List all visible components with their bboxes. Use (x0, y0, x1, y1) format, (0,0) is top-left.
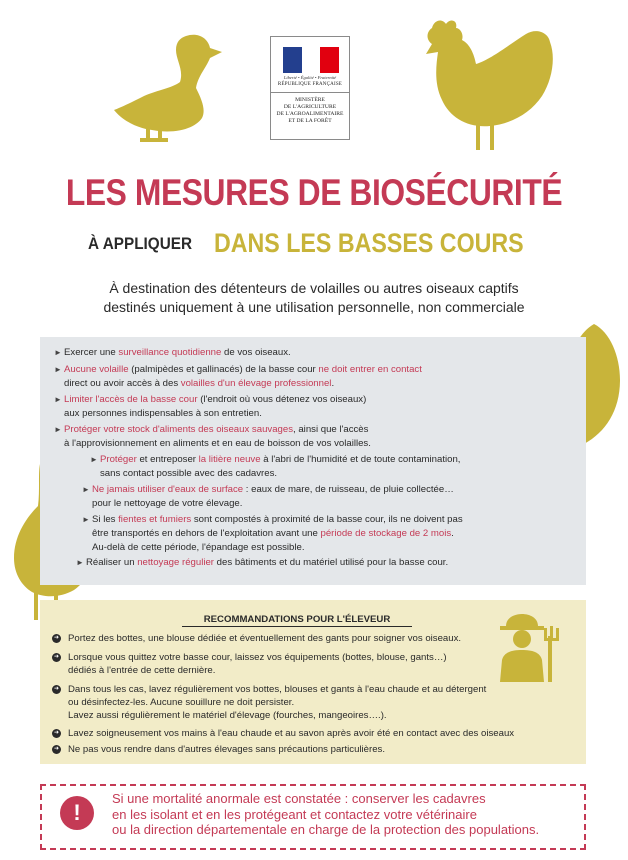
ministry-name: MINISTÈRE DE L'AGRICULTURE DE L'AGROALIMENTAIRE ET DE LA FORÊT (276, 97, 344, 124)
ministry-logo (270, 36, 350, 140)
recommendations-title: RECOMMANDATIONS POUR L'ÉLEVEUR (182, 614, 412, 627)
arrow-circle-icon: ➜ (53, 686, 60, 692)
page-title: LES MESURES DE BIOSÉCURITÉ (65, 172, 563, 213)
list-item: ► Protéger et entreposer la litière neuve à l'abri de l'humidité et de toute contamination, sans contact possible avec des cadavres. (90, 454, 461, 479)
list-item: ► Si les fientes et fumiers sont compostés à proximité de la basse cour, ils ne doivent pas être transportés en dehors de l'exploitation avant une période de stockage de 2 mois. Au-delà de cette période, l'épandage est possible. (82, 514, 463, 553)
bullet-arrow-icon: ► (76, 558, 84, 567)
bullet-arrow-icon: ► (54, 365, 62, 374)
list-item: ► Exercer une surveillance quotidienne de vos oiseaux. (54, 347, 291, 358)
subtitle-prefix: À APPLIQUER (88, 233, 192, 253)
french-flag-icon (283, 47, 339, 73)
bullet-arrow-icon: ► (82, 485, 90, 494)
recommendation-item: ➜ Lavez soigneusement vos mains à l'eau chaude et au savon après avoir été en contact avec des oiseaux (53, 728, 515, 739)
intro-text: À destination des détenteurs de volailles ou autres oiseaux captifs destinés uniquement à une utilisation personnelle, non commerciale (103, 280, 525, 315)
list-item: ► Ne jamais utiliser d'eaux de surface : eaux de mare, de ruisseau, de pluie collectée… pour le nettoyage de votre élevage. (82, 484, 454, 509)
list-item: ► Limiter l'accès de la basse cour (l'endroit où vous détenez vos oiseaux) aux personnes indispensables à son entretien. (54, 394, 367, 419)
subtitle-main: DANS LES BASSES COURS (213, 228, 524, 258)
arrow-circle-icon: ➜ (53, 635, 60, 641)
list-item: ► Protéger votre stock d'aliments des oiseaux sauvages, ainsi que l'accès à l'approvisionnement en aliments et en eau de boisson de vos volailles. (54, 424, 371, 449)
recommendation-item: ➜ Lorsque vous quittez votre basse cour, laissez vos équipements (bottes, blouse, gants…) dédiés à l'entrée de cette dernière. (53, 652, 447, 676)
list-item: ► Réaliser un nettoyage régulier des bâtiments et du matériel utilisé pour la basse cour. (76, 557, 449, 568)
bullet-arrow-icon: ► (54, 425, 62, 434)
alert-text: Si une mortalité anormale est constatée : conserver les cadavres en les isolant et en les protégeant et contactez votre vétérinaire ou la direction départementale en charge de la protection des populations. (112, 791, 540, 837)
logo-divider (271, 92, 349, 93)
recommendation-item: ➜ Ne pas vous rendre dans d'autres élevages sans précautions particulières. (53, 744, 386, 755)
bullet-arrow-icon: ► (90, 455, 98, 464)
list-item: ► Aucune volaille (palmipèdes et gallinacés) de la basse cour ne doit entrer en contact direct ou avoir accès à des volailles d'un élevage professionnel. (54, 364, 422, 389)
republic-name: RÉPUBLIQUE FRANÇAISE (277, 82, 343, 87)
bullet-arrow-icon: ► (54, 348, 62, 357)
farmer-icon (492, 612, 570, 682)
arrow-circle-icon: ➜ (53, 730, 60, 736)
duck-icon (110, 30, 230, 146)
page-subtitle (88, 228, 548, 259)
arrow-circle-icon: ➜ (53, 746, 60, 752)
arrow-circle-icon: ➜ (53, 654, 60, 660)
republic-motto: Liberté • Égalité • Fraternité (283, 75, 337, 80)
recommendation-item: ➜ Dans tous les cas, lavez régulièrement vos bottes, blouses et gants à l'eau chaude et au détergent ou désinfectez-les. Aucune souillure ne doit persister. Lavez aussi régulièrement le matériel d'élevage (fourches, mangeoires….). (53, 684, 487, 721)
bullet-arrow-icon: ► (82, 515, 90, 524)
hen-icon (410, 14, 560, 156)
exclamation-icon: ! (60, 796, 94, 830)
recommendation-item: ➜ Portez des bottes, une blouse dédiée et éventuellement des gants pour soigner vos oiseaux. (53, 633, 462, 644)
bullet-arrow-icon: ► (54, 395, 62, 404)
